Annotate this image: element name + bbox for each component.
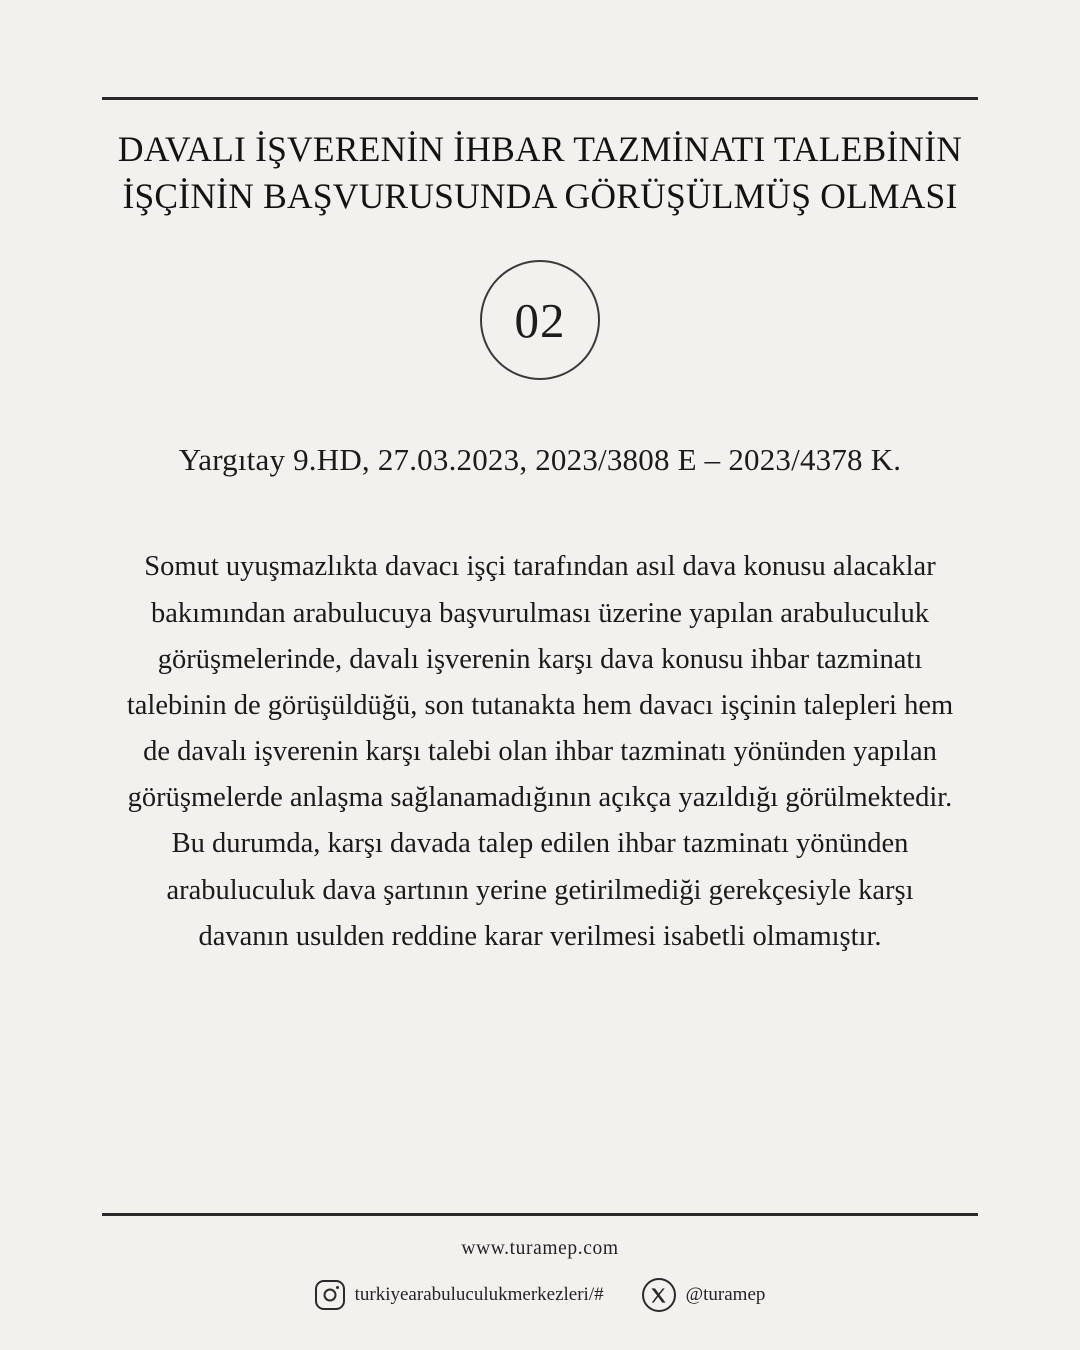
x-handle: @turamep [685,1284,766,1305]
instagram-link[interactable] [315,1280,604,1310]
page-title: DAVALI İŞVERENİN İHBAR TAZMİNATI TALEBİNİN İŞÇİNİN BAŞVURUSUNDA GÖRÜŞÜLMÜŞ OLMASI [117,129,963,217]
case-citation: Yargıtay 9.HD, 27.03.2023, 2023/3808 E – 2023/4378 K. [178,442,902,478]
website-url[interactable]: www.turamep.com [461,1238,619,1259]
social-links [0,1278,1080,1312]
instagram-icon [315,1280,345,1310]
instagram-handle: turkiyearabuluculukmerkezleri/# [354,1284,604,1305]
x-link[interactable] [642,1278,766,1312]
footer [0,1213,1080,1350]
slide-number-badge: 02 [480,260,600,380]
top-divider [102,97,978,100]
x-twitter-icon [642,1278,676,1312]
number-badge-container [0,260,1080,380]
bottom-divider [102,1213,978,1216]
body-paragraph: Somut uyuşmazlıkta davacı işçi tarafından asıl dava konusu alacaklar bakımından arabulucuya başvurulması üzerine yapılan arabuluculuk görüşmelerinde, davalı işverenin karşı dava konusu ihbar tazminatı talebinin de görüşüldüğü, son tutanakta hem davacı işçinin talepleri hem de davalı işverenin karşı talebi olan ihbar tazminatı yönünden yapılan görüşmelerde anlaşma sağlanamadığının açıkça yazıldığı görülmektedir. Bu durumda, karşı davada talep edilen ihbar tazminatı yönünden arabuluculuk dava şartının yerine getirilmediği gerekçesiyle karşı davanın usulden reddine karar verilmesi isabetli olmamıştır. [126,551,954,952]
